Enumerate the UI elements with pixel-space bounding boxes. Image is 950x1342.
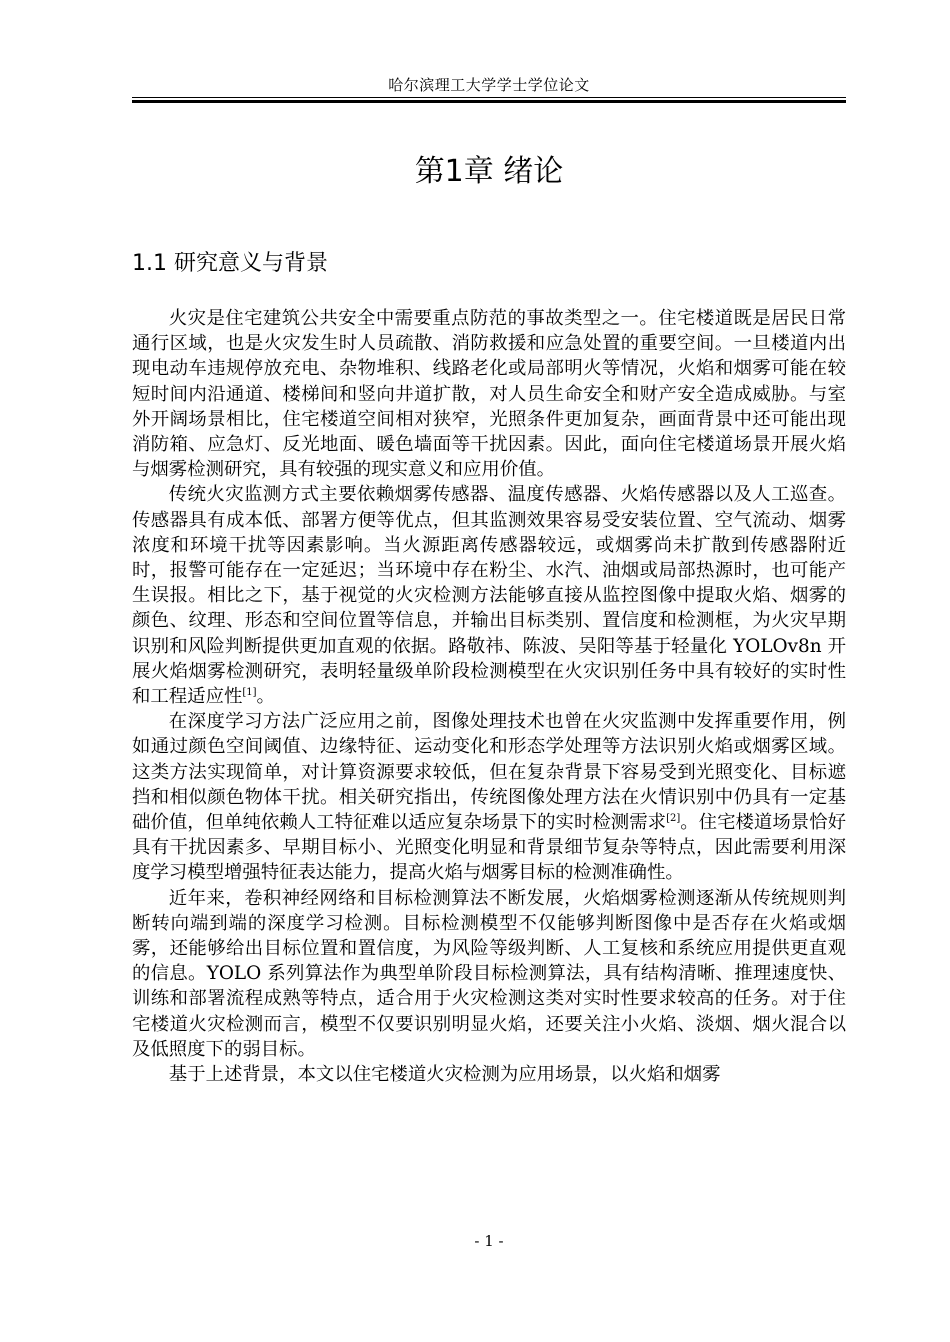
running-header: 哈尔滨理工大学学士学位论文 <box>388 76 590 94</box>
section-title: 1.1 研究意义与背景 <box>132 251 328 276</box>
paragraph-4 <box>132 886 846 1062</box>
chapter-title: 第1章 绪论 <box>414 154 564 189</box>
paragraph-5 <box>132 1062 846 1087</box>
citation-1[interactable]: [1] <box>242 687 257 699</box>
citation-2[interactable]: [2] <box>666 813 681 825</box>
paragraph-2 <box>132 482 846 709</box>
paragraph-4-text: 近年来，卷积神经网络和目标检测算法不断发展，火焰烟雾检测逐渐从传统规则判断转向端到端的深度学习检测。目标检测模型不仅能够判断图像中是否存在火焰或烟雾，还能够给出目标位置和置信度，为风险等级判断、人工复核和系统应用提供更直观的信息。YOLO 系列算法作为典型单阶段目标检测算法，具有结构清晰、推理速度快、训练和部署流程成熟等特点，适合用于火灾检测这类对实时性要求较高的任务。对于住宅楼道火灾检测而言，模型不仅要识别明显火焰，还要关注小火焰、淡烟、烟火混合以及低照度下的弱目标。 <box>132 887 846 1060</box>
page-number: - 1 - <box>474 1232 504 1250</box>
paragraph-3 <box>132 709 846 885</box>
paragraph-5-text: 基于上述背景，本文以住宅楼道火灾检测为应用场景，以火焰和烟雾 <box>168 1064 721 1086</box>
paragraph-1-text: 火灾是住宅建筑公共安全中需要重点防范的事故类型之一。住宅楼道既是居民日常通行区域，也是火灾发生时人员疏散、消防救援和应急处置的重要空间。一旦楼道内出现电动车违规停放充电、杂物堆积、线路老化或局部明火等情况，火焰和烟雾可能在较短时间内沿通道、楼梯间和竖向井道扩散，对人员生命安全和财产安全造成威胁。与室外开阔场景相比，住宅楼道空间相对狭窄，光照条件更加复杂，画面背景中还可能出现消防箱、应急灯、反光地面、暖色墙面等干扰因素。因此，面向住宅楼道场景开展火焰与烟雾检测研究，具有较强的现实意义和应用价值。 <box>132 308 846 481</box>
header-rule-thin <box>132 97 846 98</box>
paragraph-2-tail: 。 <box>256 686 275 708</box>
header-rule-thick <box>132 100 846 103</box>
paragraph-2-text: 传统火灾监测方式主要依赖烟雾传感器、温度传感器、火焰传感器以及人工巡查。传感器具有成本低、部署方便等优点，但其监测效果容易受安装位置、空气流动、烟雾浓度和环境干扰等因素影响。当火源距离传感器较远，或烟雾尚未扩散到传感器附近时，报警可能存在一定延迟；当环境中存在粉尘、水汽、油烟或局部热源时，也可能产生误报。相比之下，基于视觉的火灾检测方法能够直接从监控图像中提取火焰、烟雾的颜色、纹理、形态和空间位置等信息，并输出目标类别、置信度和检测框，为火灾早期识别和风险判断提供更加直观的依据。路敬祎、陈波、吴阳等基于轻量化 YOLOv8n 开展火焰烟雾检测研究，表明轻量级单阶段检测模型在火灾识别任务中具有较好的实时性和工程适应性 <box>132 484 846 708</box>
body-text <box>132 306 846 1087</box>
paragraph-1 <box>132 306 846 482</box>
paragraph-3-text: 在深度学习方法广泛应用之前，图像处理技术也曾在火灾监测中发挥重要作用，例如通过颜色空间阈值、边缘特征、运动变化和形态学处理等方法识别火焰或烟雾区域。这类方法实现简单，对计算资源要求较低，但在复杂背景下容易受到光照变化、目标遮挡和相似颜色物体干扰。相关研究指出，传统图像处理方法在火情识别中仍具有一定基础价值，但单纯依赖人工特征难以适应复杂场景下的实时检测需求 <box>132 711 846 834</box>
paragraph-3-tail: 。住宅楼道场景恰好具有干扰因素多、早期目标小、光照变化明显和背景细节复杂等特点，因此需要利用深度学习模型增强特征表达能力，提高火焰与烟雾目标的检测准确性。 <box>132 812 846 884</box>
